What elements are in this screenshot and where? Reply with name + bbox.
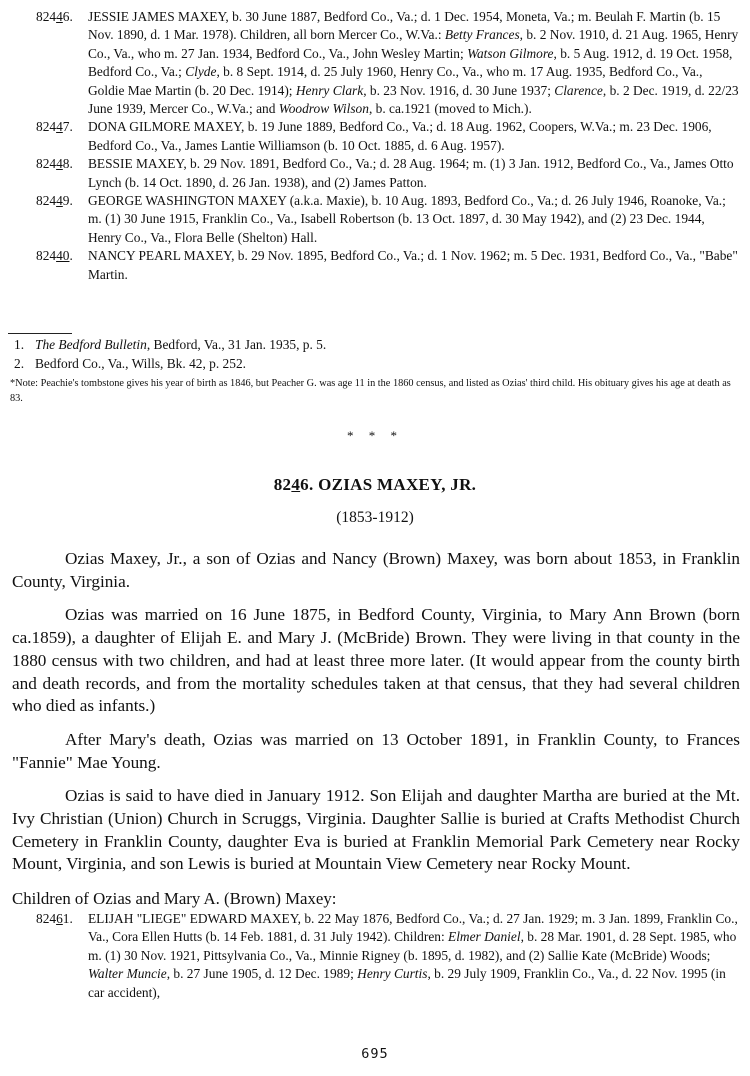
entry-text: GEORGE WASHINGTON MAXEY (a.k.a. Maxie), b. 10 Aug. 1893, Bedford Co., Va.; d. 26 July 1946, Roanoke, Va.; m. (1) 30 June 1915, Franklin Co., Va., Isabell Robertson (b. 13 Oct. 1897, d. 30 May 1942), and (2) 23 Dec. 1944, Henry Co., Va., Flora Belle (Shelton) Hall.	[88, 193, 726, 245]
entry-text: , b. 2 Nov. 1910, d. 21 Aug. 1965, Henry Co., Va., who m. 27 Jan. 1934, Bedford Co., Va., John Wesley Martin;	[88, 27, 739, 61]
section-number: 8246.	[273, 475, 314, 494]
section-separator: * * *	[347, 428, 403, 443]
genealogy-entry	[10, 910, 740, 1002]
italic-name: The Bedford Bulletin	[35, 337, 147, 352]
entry-number: 82446.	[36, 9, 73, 24]
body-paragraph: After Mary's death, Ozias was married on 13 October 1891, in Franklin County, to Frances "Fannie" Mae Young.	[12, 729, 740, 772]
entry-number: 82448.	[36, 156, 73, 172]
footnote-rule	[8, 333, 72, 334]
entry-text: , Bedford, Va., 31 Jan. 1935, p. 5.	[146, 337, 327, 352]
entry-text: BESSIE MAXEY, b. 29 Nov. 1891, Bedford Co., Va.; d. 28 Aug. 1964; m. (1) 3 Jan. 1912, Bedford Co., Va., James Otto Lynch (b. 14 Oct. 1890, d. 26 Jan. 1938), and (2) James Patton.	[88, 156, 734, 190]
footnote-number: 2.	[14, 355, 25, 371]
entry-number: 82461.	[36, 911, 73, 926]
entry-text: , b. ca.1921 (moved to Mich.).	[368, 101, 532, 117]
genealogy-entries	[10, 8, 740, 284]
body-paragraph: Ozias is said to have died in January 1912. Son Elijah and daughter Martha are buried at the Mt. Ivy Christian (Union) Church in Scruggs, Virginia. Daughter Sallie is buried at Crafts Methodist Church Cemetery in Franklin County, daughter Eva is buried at Franklin Memorial Park Cemetery near Rocky Mount, Virginia, and son Lewis is buried at Mountain View Cemetery near Rocky Mount.	[12, 786, 740, 874]
entry-text: JESSIE JAMES MAXEY, b. 30 June 1887, Bedford Co., Va.; d. 1 Dec. 1954, Moneta, Va.; m. Beulah F. Martin (b. 15 Nov. 1890, d. 1 Mar. 1978). Children, all born Mercer Co., W.Va.:	[88, 9, 721, 43]
genealogy-entry	[10, 192, 740, 247]
footnote-number: 1.	[14, 337, 25, 352]
genealogy-entry	[10, 155, 740, 192]
entry-text: Bedford Co., Va., Wills, Bk. 42, p. 252.	[35, 355, 246, 371]
italic-name: Henry Clark	[295, 82, 364, 98]
page-number: 695	[361, 1046, 389, 1062]
body-paragraph: Ozias Maxey, Jr., a son of Ozias and Nancy (Brown) Maxey, was born about 1853, in Franklin County, Virginia.	[12, 549, 740, 591]
entry-number: 82449.	[36, 193, 73, 209]
entry-number: 82447.	[36, 119, 73, 135]
entry-text: ELIJAH "LIEGE" EDWARD MAXEY, b. 22 May 1876, Bedford Co., Va.; d. 27 Jan. 1929; m. 3 Jan. 1899, Franklin Co., Va., Cora Ellen Hutts (b. 14 Feb. 1881, d. 31 July 1942). Children:	[88, 911, 738, 945]
genealogy-entry	[10, 118, 740, 155]
footnote	[14, 355, 740, 374]
entry-text: , b. 28 Mar. 1901, d. 28 Sept. 1985, who m. (1) 30 Nov. 1921, Pittsylvania Co., Va., Minnie Rigney (b. 1895, d. 1982), and (2) Sallie Kate (McBride) Woods;	[88, 929, 737, 963]
entry-text: , b. 23 Nov. 1916, d. 30 June 1937;	[363, 82, 555, 98]
footnotes	[14, 336, 740, 373]
section-dates: (1853-1912)	[336, 509, 414, 526]
entry-text: NANCY PEARL MAXEY, b. 29 Nov. 1895, Bedford Co., Va.; d. 1 Nov. 1962; m. 5 Dec. 1931, Bedford Co., Va., "Babe" Martin.	[88, 248, 738, 282]
section-title	[0, 475, 750, 495]
section-body	[12, 548, 740, 887]
entry-text: , b. 5 Aug. 1912, d. 19 Oct. 1958, Bedford Co., Va.;	[88, 45, 733, 80]
italic-name: Woodrow Wilson	[278, 101, 369, 117]
editor-note: *Note: Peachie's tombstone gives his year of birth as 1846, but Peacher G. was age 11 in the 1860 census, and listed as Ozias' third child. His obituary gives his age at death as 83.	[10, 378, 731, 404]
entry-text: , b. 2 Dec. 1919, d. 22/23 June 1939, Mercer Co., W.Va.; and	[88, 82, 739, 117]
footnote	[14, 336, 740, 355]
body-paragraph: Ozias was married on 16 June 1875, in Bedford County, Virginia, to Mary Ann Brown (born ca.1859), a daughter of Elijah E. and Mary J. (McBride) Brown. They were living in that county in the 1880 census with two children, and had at least three more later. (It would appear from the county birth and death records, and from the mortality schedules taken at that census, that they had several children who died as infants.)	[12, 605, 740, 716]
entry-text: , b. 8 Sept. 1914, d. 25 July 1960, Henry Co., Va., who m. 17 Aug. 1935, Bedford Co., Va., Goldie Mae Martin (b. 20 Dec. 1914);	[88, 64, 703, 98]
entry-number: 82440.	[36, 248, 73, 264]
entry-text: DONA GILMORE MAXEY, b. 19 June 1889, Bedford Co., Va.; d. 18 Aug. 1962, Coopers, W.Va.; m. 23 Dec. 1906, Bedford Co., Va., James Lantie Williamson (b. 10 Oct. 1885, d. 6 Aug. 1957).	[88, 119, 712, 153]
italic-name: Henry Curtis	[357, 966, 428, 982]
italic-name: Walter Muncie	[88, 966, 167, 982]
italic-name: Elmer Daniel	[448, 929, 521, 945]
italic-name: Betty Frances	[444, 27, 520, 43]
children-heading: Children of Ozias and Mary A. (Brown) Maxey:	[12, 889, 337, 908]
entry-text: , b. 27 June 1905, d. 12 Dec. 1989;	[166, 966, 358, 982]
children-entries	[10, 910, 740, 1002]
italic-name: Watson Gilmore	[467, 45, 554, 61]
italic-name: Clarence	[554, 82, 603, 98]
italic-name: Clyde	[185, 64, 217, 80]
section-name: OZIAS MAXEY, JR.	[318, 475, 477, 494]
genealogy-entry	[10, 8, 740, 118]
entry-text: , b. 29 July 1909, Franklin Co., Va., d. 22 Nov. 1995 (in car accident),	[88, 966, 726, 1000]
genealogy-entry	[10, 247, 740, 284]
